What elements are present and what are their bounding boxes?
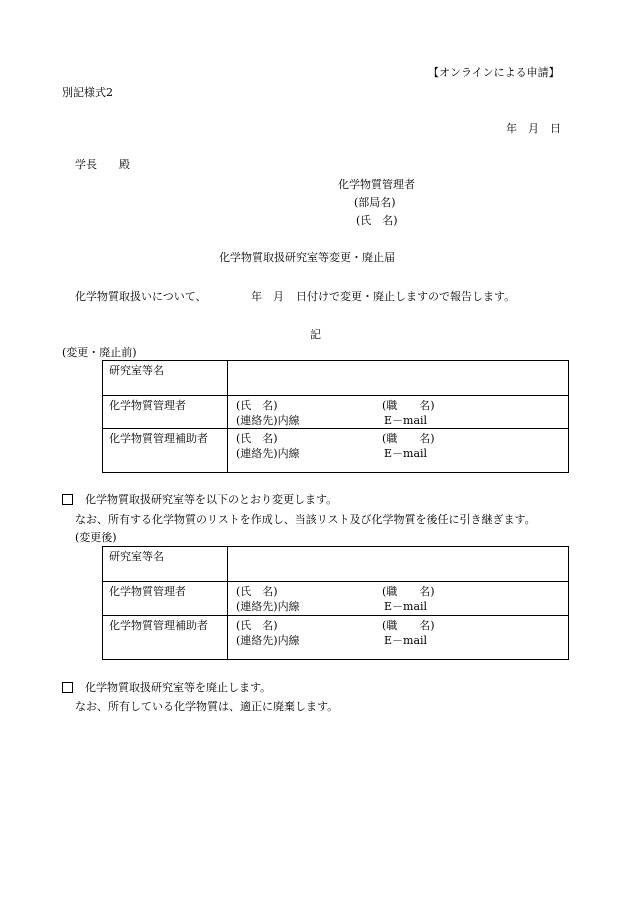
position-label: (職 名) — [382, 619, 435, 632]
before-heading: (変更・廃止前) — [62, 346, 137, 359]
abolish-option-label: 化学物質取扱研究室等を廃止します。 — [85, 681, 272, 694]
lab-name-input[interactable] — [228, 361, 569, 396]
email-label: E－mail — [384, 634, 428, 647]
abolish-checkbox[interactable] — [62, 682, 73, 693]
table-row — [103, 582, 569, 616]
email-label: E－mail — [384, 447, 428, 460]
before-table — [102, 360, 569, 473]
statement-month: 月 — [273, 290, 284, 303]
position-label: (職 名) — [382, 585, 435, 598]
change-checkbox[interactable] — [62, 494, 73, 505]
ki-mark: 記 — [310, 328, 321, 341]
contact-label: (連絡先)内線 — [236, 600, 300, 613]
after-heading: (変更後) — [75, 531, 117, 544]
table-row — [103, 396, 569, 429]
statement-prefix: 化学物質取扱いについて、 — [75, 290, 207, 303]
change-option-label: 化学物質取扱研究室等を以下のとおり変更します。 — [85, 493, 338, 506]
change-note: なお、所有する化学物質のリストを作成し、当該リスト及び化学物質を後任に引き継ぎます。 — [75, 513, 536, 526]
table-row — [103, 361, 569, 396]
document-title: 化学物質取扱研究室等変更・廃止届 — [219, 251, 395, 264]
manager-name-field: (氏 名) — [356, 214, 398, 227]
email-label: E－mail — [384, 414, 428, 427]
application-type: 【オンラインによる申請】 — [428, 66, 560, 79]
department-field: (部局名) — [354, 196, 396, 209]
name-label: (氏 名) — [236, 585, 278, 598]
statement-suffix: 日付けで変更・廃止しますので報告します。 — [296, 290, 516, 303]
position-label: (職 名) — [382, 399, 435, 412]
row-label: 化学物質管理者 — [103, 396, 228, 429]
contact-label: (連絡先)内線 — [236, 447, 300, 460]
row-label: 化学物質管理補助者 — [103, 616, 228, 660]
form-number: 別記様式2 — [62, 86, 113, 99]
name-label: (氏 名) — [236, 399, 278, 412]
statement-year: 年 — [251, 290, 262, 303]
manager-info-cell[interactable] — [228, 582, 569, 616]
row-label: 研究室等名 — [103, 361, 228, 396]
row-label: 化学物質管理者 — [103, 582, 228, 616]
manager-title: 化学物質管理者 — [338, 178, 415, 191]
name-label: (氏 名) — [236, 619, 278, 632]
manager-info-cell[interactable] — [228, 396, 569, 429]
date-line: 年 月 日 — [506, 122, 561, 135]
recipient: 学長 殿 — [75, 158, 130, 171]
after-table — [102, 546, 569, 660]
assistant-info-cell[interactable] — [228, 616, 569, 660]
table-row — [103, 547, 569, 582]
row-label: 研究室等名 — [103, 547, 228, 582]
lab-name-input[interactable] — [228, 547, 569, 582]
assistant-info-cell[interactable] — [228, 429, 569, 473]
row-label: 化学物質管理補助者 — [103, 429, 228, 473]
position-label: (職 名) — [382, 432, 435, 445]
abolish-note: なお、所有している化学物質は、適正に廃棄します。 — [75, 700, 339, 713]
name-label: (氏 名) — [236, 432, 278, 445]
abolish-option[interactable] — [62, 681, 271, 695]
table-row — [103, 616, 569, 660]
contact-label: (連絡先)内線 — [236, 634, 300, 647]
table-row — [103, 429, 569, 473]
email-label: E－mail — [384, 600, 428, 613]
contact-label: (連絡先)内線 — [236, 414, 300, 427]
change-option[interactable] — [62, 493, 337, 507]
